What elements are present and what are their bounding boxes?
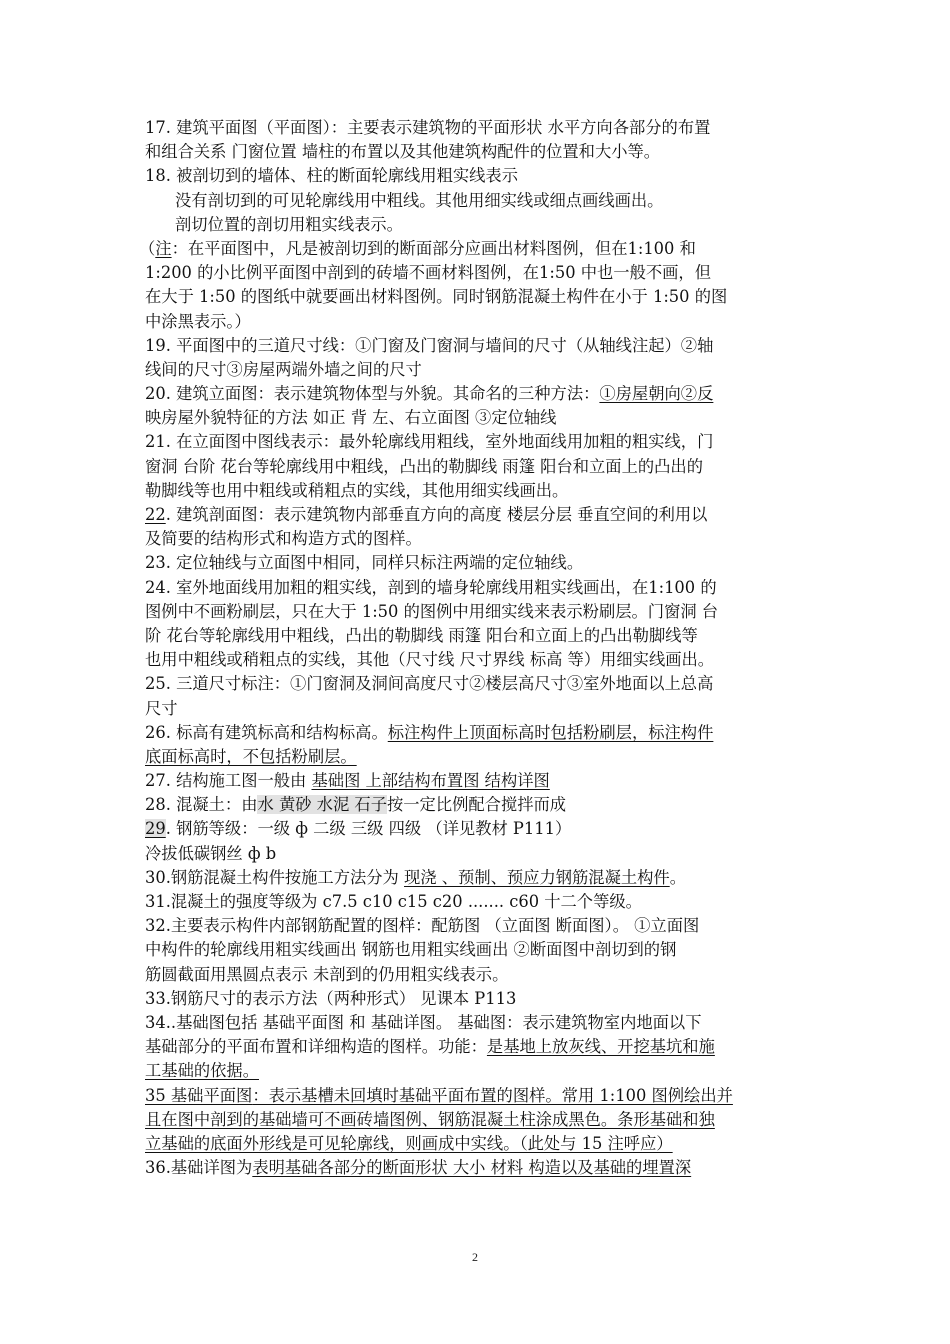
text-line [145,866,815,890]
text-span: （ [139,238,156,258]
text-line: 33.钢筋尺寸的表示方法（两种形式） 见课本 P113 [145,988,517,1008]
text-line: 32.主要表示构件内部钢筋配置的图样：配筋图 （立面图 断面图）。 ①立面图 [145,916,700,936]
text-line: 25. 三道尺寸标注：①门窗洞及洞间高度尺寸②楼层高尺寸③室外地面以上总高 [145,674,714,694]
text-line: 阶 花台等轮廓线用中粗线，凸出的勒脚线 雨篷 阳台和立面上的凸出勒脚线等 [145,625,698,645]
text-span: . 建筑剖面图：表示建筑物内部垂直方向的高度 楼层分层 垂直空间的利用以 [165,505,708,524]
text-line: 1:200 的小比例平面图中剖到的砖墙不画材料图例，在1:50 中也一般不画，但 [145,263,711,283]
text-line: 剖切位置的剖切用粗实线表示。 [175,214,403,234]
text-span: 基础部分的平面布置和详细构造的图样。功能： [145,1037,487,1057]
text-line [145,1035,815,1059]
underlined-text: 基础图 上部结构布置图 结构详图 [311,771,550,791]
text-span: 按一定比例配合搅拌而成 [386,795,567,815]
underlined-text: ①房屋朝向②反 [599,384,714,404]
text-line: 没有剖切到的可见轮廓线用中粗线。其他用细实线或细点画线画出。 [175,190,664,210]
text-line: 19. 平面图中的三道尺寸线：①门窗及门窗洞与墙间的尺寸（从轴线注起）②轴 [145,335,714,355]
text-line: 线间的尺寸③房屋两端外墙之间的尺寸 [145,359,422,379]
text-line [145,1108,815,1132]
underlined-text: 立基础的底面外形线是可见轮廓线，则画成中实线。（此处与 15 注呼应） [145,1133,673,1153]
text-line [145,721,815,745]
note-label: 注 [155,238,172,258]
text-line [145,503,815,527]
underlined-text: 22 [145,505,166,524]
underlined-text: 现浇 、预制、预应力钢筋混凝土构件 [404,867,670,887]
text-line: 24. 室外地面线用加粗的粗实线，剖到的墙身轮廓线用粗实线画出，在1:100 的 [145,577,717,597]
text-span: 28. 混凝土：由 [145,795,258,815]
highlighted-text: 水 黄砂 水泥 石子 [257,795,387,815]
underlined-text: 底面标高时，不包括粉刷层。 [145,746,357,766]
text-line [145,382,815,406]
text-span: 26. 标高有建筑标高和结构标高。 [145,722,388,742]
text-line: 窗洞 台阶 花台等轮廓线用中粗线，凸出的勒脚线 雨篷 阳台和立面上的凸出的 [145,456,703,476]
text-line: 及简要的结构形式和构造方式的图样。 [145,529,422,549]
text-line: 21. 在立面图中图线表示：最外轮廓线用粗线，室外地面线用加粗的粗实线，门 [145,432,714,452]
text-line: 31.混凝土的强度等级为 c7.5 c10 c15 c20 ....... c60 十二个等级。 [145,892,642,911]
underlined-text: 35 基础平面图 [145,1085,253,1105]
text-span: ：在平面图中，凡是被剖切到的断面部分应画出材料图例，但在1:100 和 [171,238,696,258]
highlighted-text: 29 [145,819,166,839]
text-line: 18. 被剖切到的墙体、柱的断面轮廓线用粗实线表示 [145,166,518,186]
text-line: 尺寸 [145,698,178,718]
underlined-text: 工基础的依据。 [145,1061,259,1081]
page-number: 2 [472,1250,478,1264]
text-span: 。 [669,867,686,887]
text-line: 筋圆截面用黑圆点表示 未剖到的仍用粗实线表示。 [145,964,509,984]
text-span: 20. 建筑立面图：表示建筑物体型与外貌。其命名的三种方法： [145,384,600,404]
text-line: 和组合关系 门窗位置 墙柱的布置以及其他建筑构配件的位置和大小等。 [145,142,661,162]
text-span: 30.钢筋混凝土构件按施工方法分为 [145,867,405,887]
underlined-text: 标注构件上顶面标高时包括粉刷层，标注构件 [387,722,714,742]
underlined-text: 是基地上放灰线、开挖基坑和施 [486,1037,715,1057]
text-line: 在大于 1:50 的图纸中就要画出材料图例。同时钢筋混凝土构件在小于 1:50 的图 [145,287,728,307]
underlined-text: 且在图中剖到的基础墙可不画砖墙图例、钢筋混凝土柱涂成黑色。条形基础和独 [145,1109,715,1129]
text-span: 27. 结构施工图一般由 [145,771,312,791]
text-line: 34..基础图包括 基础平面图 和 基础详图。 基础图：表示建筑物室内地面以下 [145,1012,702,1032]
text-line [145,1156,815,1180]
text-line: 中涂黑表示。） [145,311,251,331]
text-span: . 钢筋等级：一级 ф 二级 三级 四级 （详见教材 P111） [165,819,572,839]
text-line [145,793,815,817]
text-span: 36.基础详图为 [145,1158,253,1178]
text-line: 中构件的轮廓线用粗实线画出 钢筋也用粗实线画出 ②断面图中剖切到的钢 [145,940,677,960]
underlined-text: 表明基础各部分的断面形状 大小 材料 构造以及基础的埋置深 [252,1158,692,1178]
text-line [145,745,815,769]
text-line [145,1084,815,1108]
note-line [139,237,815,261]
text-line [145,769,815,793]
text-line [145,1059,815,1083]
text-line [145,1132,815,1156]
text-line: 冷拔低碳钢丝 ф b [145,843,277,863]
text-line: 勒脚线等也用中粗线或稍粗点的实线，其他用细实线画出。 [145,480,569,500]
text-line: 图例中不画粉刷层，只在大于 1:50 的图例中用细实线来表示粉刷层。门窗洞 台 [145,601,719,621]
text-line: 映房屋外貌特征的方法 如正 背 左、右立面图 ③定位轴线 [145,408,557,428]
document-body [139,116,815,1180]
text-line [145,817,815,841]
text-line: 17. 建筑平面图（平面图）：主要表示建筑物的平面形状 水平方向各部分的布置 [145,118,711,137]
underlined-text: ：表示基槽未回填时基础平面布置的图样。常用 1:100 图例绘出并 [252,1085,733,1105]
text-line: 也用中粗线或稍粗点的实线，其他（尺寸线 尺寸界线 标高 等）用细实线画出。 [145,650,715,670]
text-line: 23. 定位轴线与立面图中相同，同样只标注两端的定位轴线。 [145,553,584,573]
